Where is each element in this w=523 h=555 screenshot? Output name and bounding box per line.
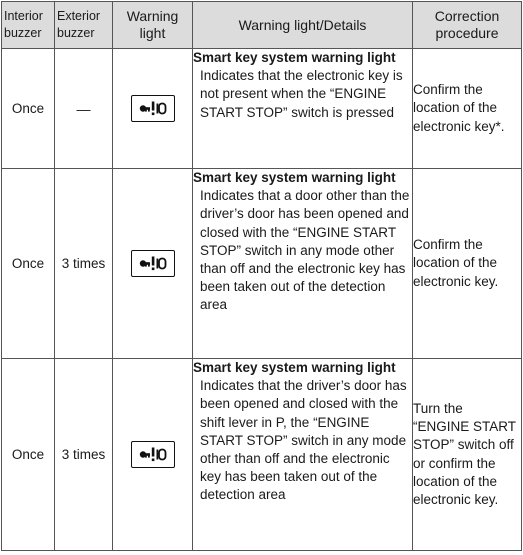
details-cell	[193, 169, 413, 359]
warning-light-cell	[113, 49, 193, 169]
correction-cell: Confirm the location of the electronic key.	[413, 169, 522, 359]
smart-key-warning-light-icon	[131, 441, 175, 468]
detail-title: Smart key system warning light	[193, 50, 396, 65]
interior-buzzer-cell: Once	[2, 359, 55, 551]
table-row	[2, 169, 522, 359]
detail-title: Smart key system warning light	[193, 170, 396, 185]
header-warning-light: Warning light	[113, 2, 193, 49]
exterior-buzzer-cell: —	[55, 49, 113, 169]
detail-text: Indicates that the electronic key is not present when the “ENGINE START STOP” switch is pressed	[200, 68, 403, 120]
detail-text: Indicates that the driver’s door has been opened and closed with the shift lever in P, the “ENGINE START STOP” switch in any mode other than off and the electronic key has been taken out of the detection area	[200, 378, 407, 503]
header-correction: Correction procedure	[413, 2, 522, 49]
smart-key-warning-light-icon	[131, 95, 175, 122]
detail-title: Smart key system warning light	[193, 360, 396, 375]
header-details: Warning light/Details	[193, 2, 413, 49]
header-exterior-buzzer: Exterior buzzer	[55, 2, 113, 49]
correction-cell: Turn the “ENGINE START STOP” switch off or confirm the location of the electronic key.	[413, 359, 522, 551]
warning-light-cell	[113, 359, 193, 551]
table-row	[2, 49, 522, 169]
header-interior-buzzer: Interior buzzer	[2, 2, 55, 49]
details-cell	[193, 49, 413, 169]
header-row	[2, 2, 522, 49]
details-cell	[193, 359, 413, 551]
interior-buzzer-cell: Once	[2, 49, 55, 169]
warning-table	[1, 1, 522, 551]
table-row	[2, 359, 522, 551]
detail-text: Indicates that a door other than the driver’s door has been opened and closed with the “ENGINE START STOP” switch in any mode other than off and the electronic key has been taken out of the detection area	[200, 188, 410, 313]
smart-key-warning-light-icon	[131, 250, 175, 277]
correction-cell: Confirm the location of the electronic key*.	[413, 49, 522, 169]
exterior-buzzer-cell: 3 times	[55, 359, 113, 551]
exterior-buzzer-cell: 3 times	[55, 169, 113, 359]
warning-light-cell	[113, 169, 193, 359]
interior-buzzer-cell: Once	[2, 169, 55, 359]
